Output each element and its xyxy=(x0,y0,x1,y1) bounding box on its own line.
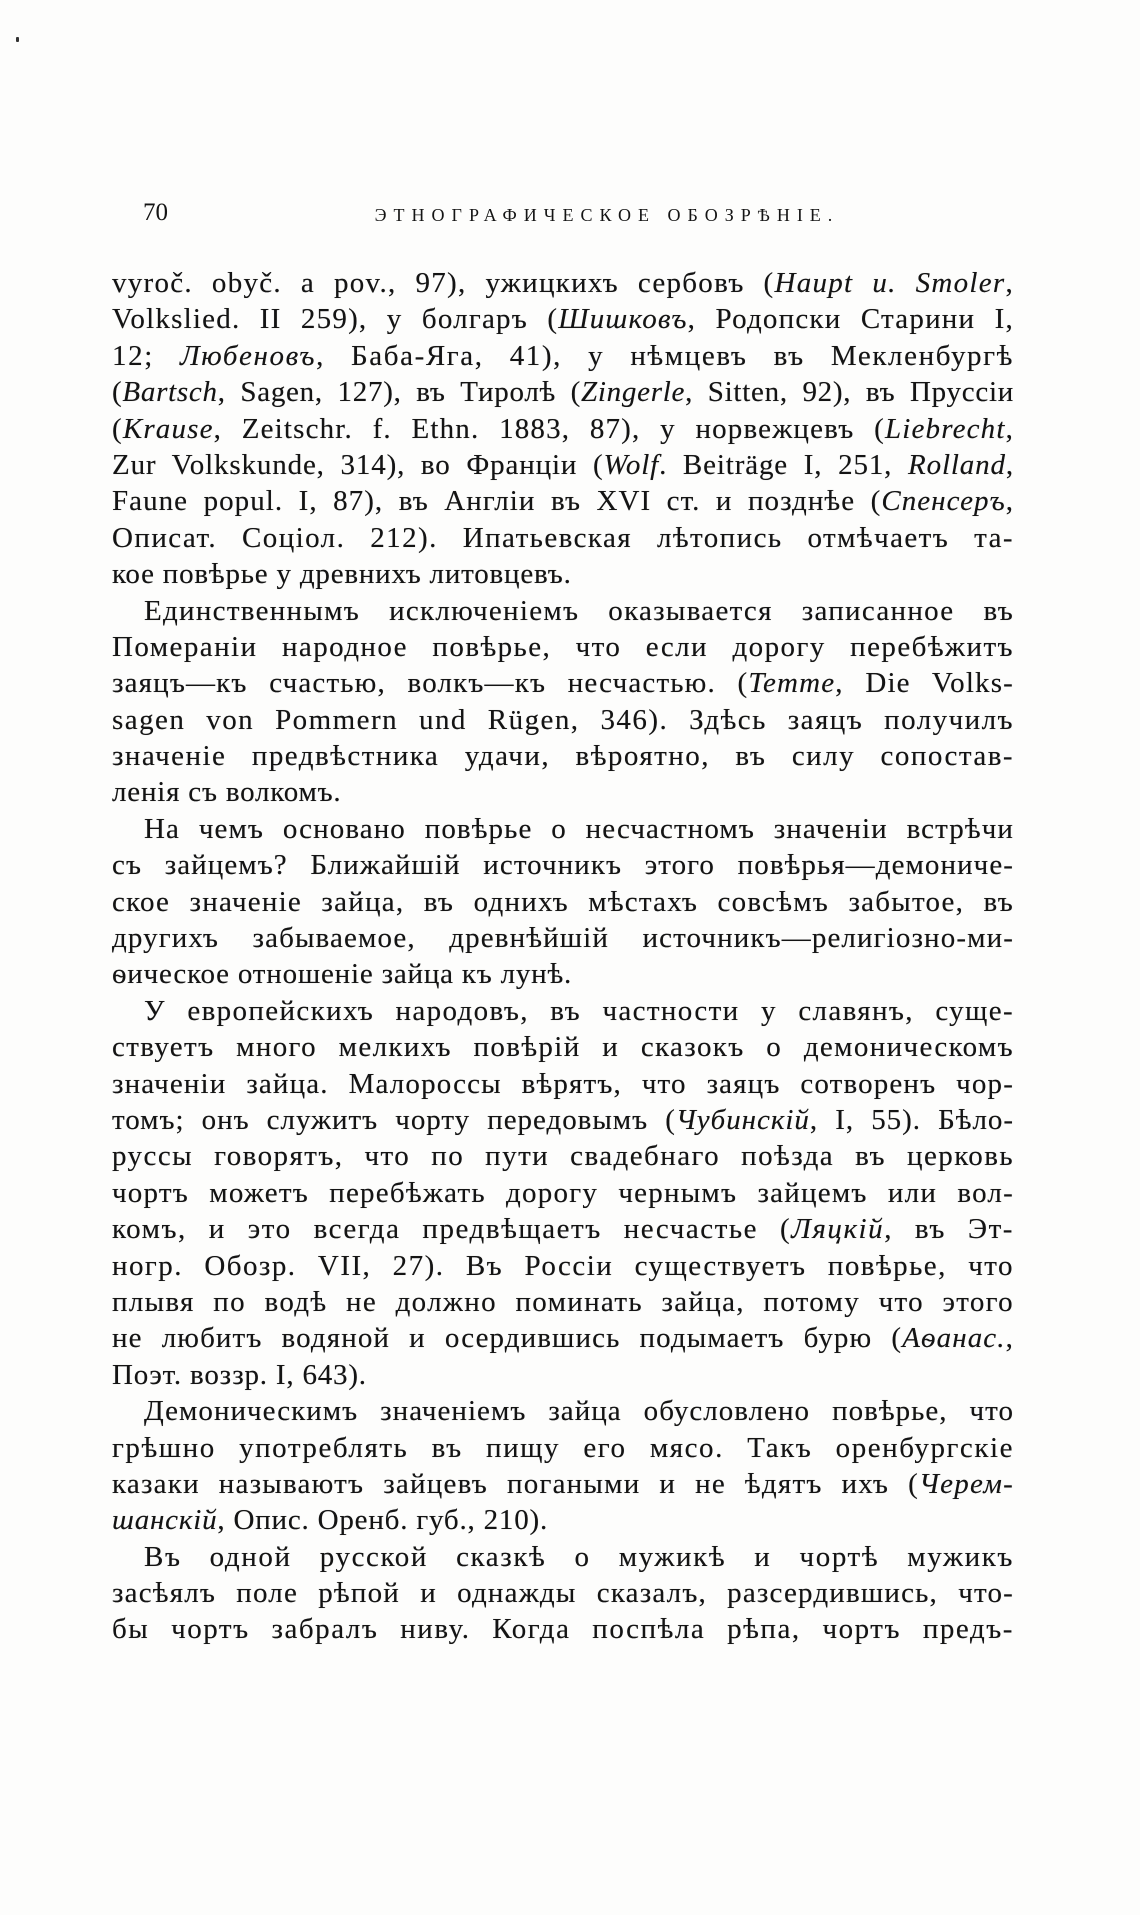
text-line xyxy=(112,483,1015,519)
text-line xyxy=(112,1175,1015,1211)
italic-citation: Ляцкій xyxy=(791,1213,885,1246)
text-segment: 12; xyxy=(112,339,180,372)
text-segment: , xyxy=(1005,412,1014,445)
text-line xyxy=(112,993,1015,1029)
text-segment: Демоническимъ значеніемъ зайца обусловлено повѣрье, что xyxy=(144,1395,1014,1428)
italic-citation: Liebrecht xyxy=(884,412,1006,445)
text-segment: , xyxy=(1005,448,1014,481)
text-segment: . Beiträge I, 251, xyxy=(659,448,909,481)
text-segment: томъ; онъ служитъ чорту передовымъ ( xyxy=(112,1103,676,1136)
text-segment: другихъ забываемое, древнѣйшій источникъ—религіозно-ми- xyxy=(112,922,1014,955)
text-segment: , Sagen, 127), въ Тиролѣ ( xyxy=(217,376,582,409)
text-segment: чортъ можетъ перебѣжать дорогу чернымъ зайцемъ или вол- xyxy=(112,1176,1014,1209)
text-line xyxy=(112,884,1015,920)
text-segment: ское значеніе зайца, въ однихъ мѣстахъ совсѣмъ забытое, въ xyxy=(112,885,1014,918)
paragraph xyxy=(112,593,1015,811)
text-segment: ногр. Обозр. VII, 27). Въ Россіи существуетъ повѣрье, что xyxy=(112,1249,1014,1282)
text-segment: Поэт. воззр. I, 643). xyxy=(112,1358,367,1391)
text-line xyxy=(112,920,1015,956)
text-line xyxy=(112,1430,1015,1466)
text-segment: Описат. Соціол. 212). Ипатьевская лѣтопись отмѣчаетъ та- xyxy=(112,521,1014,554)
page-number: 70 xyxy=(143,199,168,226)
text-line xyxy=(112,1466,1015,1502)
italic-citation: Krause xyxy=(122,412,214,445)
text-line xyxy=(112,774,1015,810)
italic-citation: Haupt u. Smoler xyxy=(774,267,1006,299)
text-line xyxy=(112,1502,1015,1538)
running-title: ЭТНОГРАФИЧЕСКОЕ ОБОЗРѢНІЕ. xyxy=(374,205,840,225)
text-line xyxy=(112,411,1015,447)
text-segment: , I, 55). Бѣло- xyxy=(809,1103,1015,1136)
italic-citation: Шишковъ xyxy=(558,303,688,336)
paragraph xyxy=(112,1393,1015,1539)
text-line xyxy=(112,338,1015,374)
text-line xyxy=(112,1029,1015,1065)
text-segment: значеніе предвѣстника удачи, вѣроятно, въ силу сопостав- xyxy=(112,740,1014,773)
text-line xyxy=(112,374,1015,410)
text-line xyxy=(112,1138,1015,1174)
text-segment: ( xyxy=(112,376,123,409)
text-segment: sagen von Pommern und Rügen, 346). Здѣсь заяцъ получилъ xyxy=(112,703,1014,736)
text-segment: , Zeitschr. f. Ethn. 1883, 87), у норвежцевъ ( xyxy=(213,412,885,445)
text-line xyxy=(112,301,1015,337)
text-segment: У европейскихъ народовъ, въ частности у славянъ, суще- xyxy=(144,994,1014,1027)
text-line xyxy=(112,1393,1015,1429)
text-line xyxy=(112,520,1015,556)
text-segment: кое повѣрье у древнихъ литовцевъ. xyxy=(112,558,572,591)
italic-citation: Wolf xyxy=(603,448,660,481)
text-line xyxy=(112,956,1015,992)
italic-citation: Аѳанас. xyxy=(902,1322,1006,1355)
text-line xyxy=(112,1248,1015,1284)
text-segment: , xyxy=(1005,1322,1014,1355)
text-line xyxy=(112,265,1015,301)
text-segment: , Баба-Яга, 41), у нѣмцевъ въ Мекленбургѣ xyxy=(316,339,1014,372)
text-segment: комъ, и это всегда предвѣщаетъ несчастье ( xyxy=(112,1213,792,1246)
italic-citation: Любеновъ xyxy=(179,339,317,372)
text-line xyxy=(112,1575,1015,1611)
italic-citation: Rolland xyxy=(908,448,1006,481)
text-segment: На чемъ основано повѣрье о несчастномъ значеніи встрѣчи xyxy=(144,812,1014,845)
text-line xyxy=(112,665,1015,701)
text-segment: vyroč. obyč. a pov., 97), ужицкихъ сербовъ ( xyxy=(112,267,775,299)
italic-citation: Спенсеръ xyxy=(881,485,1006,518)
text-segment: , Родопски Старини I, xyxy=(687,303,1014,336)
text-line xyxy=(112,847,1015,883)
text-line xyxy=(112,593,1015,629)
text-line xyxy=(112,738,1015,774)
text-segment: Единственнымъ исключеніемъ оказывается записанное въ xyxy=(144,594,1014,627)
text-segment: грѣшно употреблять въ пищу его мясо. Такъ оренбургскіе xyxy=(112,1431,1014,1464)
text-segment: ѳическое отношеніе зайца къ лунѣ. xyxy=(112,958,573,991)
scan-speck xyxy=(16,37,19,42)
paragraph xyxy=(112,993,1015,1393)
text-segment: , Die Volks- xyxy=(835,667,1014,700)
text-segment: казаки называютъ зайцевъ погаными и не ѣдятъ ихъ ( xyxy=(112,1467,919,1500)
text-segment: , Опис. Оренб. губ., 210). xyxy=(217,1504,549,1537)
text-segment: ствуетъ много мелкихъ повѣрій и сказокъ о демоническомъ xyxy=(112,1031,1014,1064)
text-line xyxy=(112,1284,1015,1320)
text-segment: бы чортъ забралъ ниву. Когда поспѣла рѣпа, чортъ предъ- xyxy=(112,1613,1014,1646)
text-line xyxy=(112,1539,1015,1575)
text-line xyxy=(112,702,1015,738)
text-segment: засѣялъ поле рѣпой и однажды сказалъ, разсердившись, что- xyxy=(112,1577,1014,1610)
text-segment: не любитъ водяной и осердившись подымаетъ бурю ( xyxy=(112,1322,903,1355)
paragraph xyxy=(112,811,1015,993)
text-line xyxy=(112,1066,1015,1102)
text-segment: Помераніи народное повѣрье, что если дорогу перебѣжитъ xyxy=(112,630,1014,663)
text-segment: , въ Эт- xyxy=(884,1213,1014,1246)
text-segment: значеніи зайца. Малороссы вѣрятъ, что заяцъ сотворенъ чор- xyxy=(112,1067,1014,1100)
text-segment: Zur Volkskunde, 314), во Франціи ( xyxy=(112,448,604,481)
text-line xyxy=(112,1320,1015,1356)
text-segment: ленія съ волкомъ. xyxy=(112,776,342,809)
text-line xyxy=(112,1102,1015,1138)
text-segment: Volkslied. II 259), у болгаръ ( xyxy=(112,303,559,336)
text-block xyxy=(112,265,1015,1648)
text-line xyxy=(112,447,1015,483)
italic-citation: Temme xyxy=(748,667,836,700)
text-segment: заяцъ—къ счастью, волкъ—къ несчастью. ( xyxy=(112,667,749,700)
text-segment: ( xyxy=(112,412,123,445)
text-segment: плывя по водѣ не должно поминать зайца, потому что этого xyxy=(112,1285,1014,1318)
text-segment: руссы говорятъ, что по пути свадебнаго поѣзда въ церковь xyxy=(112,1140,1014,1173)
text-segment: съ зайцемъ? Ближайшій источникъ этого повѣрья—демониче- xyxy=(112,849,1014,882)
text-line xyxy=(112,556,1015,592)
italic-citation: шанскій xyxy=(112,1504,218,1537)
text-segment: Faune popul. I, 87), въ Англіи въ XVI ст. и позднѣе ( xyxy=(112,485,882,518)
italic-citation: Bartsch xyxy=(122,376,218,409)
text-line xyxy=(112,629,1015,665)
italic-citation: Zingerle xyxy=(581,376,686,409)
text-segment: , xyxy=(1005,485,1014,518)
text-segment: , xyxy=(1005,267,1014,299)
italic-citation: Чубинскій xyxy=(675,1103,810,1136)
text-line xyxy=(112,1211,1015,1247)
italic-citation: Черем- xyxy=(918,1467,1014,1500)
text-segment: Въ одной русской сказкѣ о мужикѣ и чортѣ мужикъ xyxy=(144,1540,1014,1573)
text-segment: , Sitten, 92), въ Пруссіи xyxy=(685,376,1014,409)
text-line xyxy=(112,811,1015,847)
paragraph xyxy=(112,265,1015,593)
paragraph xyxy=(112,1539,1015,1648)
text-line xyxy=(112,1611,1015,1647)
text-line xyxy=(112,1357,1015,1393)
